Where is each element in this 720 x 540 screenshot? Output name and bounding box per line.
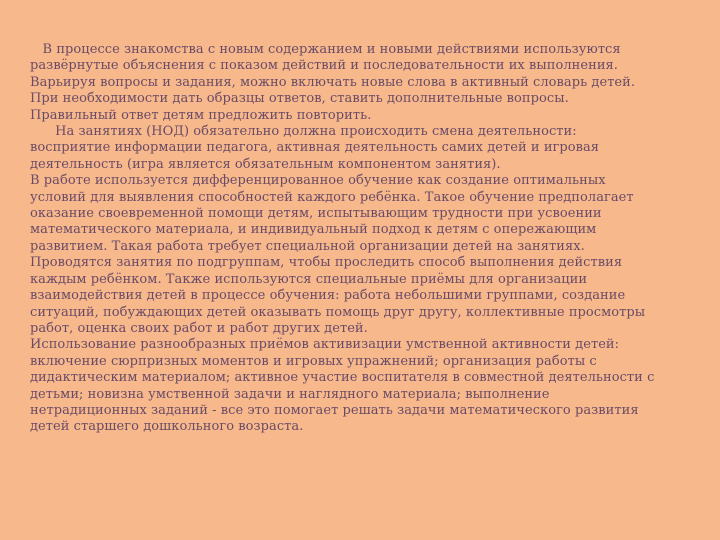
text-line: Использование разнообразных приёмов активизации умственной активности детей: [30,337,620,353]
text-line: детей старшего дошкольного возраста. [30,419,304,435]
text-line: деятельность (игра является обязательным компонентом занятия). [30,156,501,172]
text-line: развитием. Такая работа требует специальной организации детей на занятиях. [30,238,585,254]
text-line: условий для выявления способностей каждого ребёнка. Такое обучение предполагает [30,189,634,205]
text-line: математического материала, и индивидуальный подход к детям с опережающим [30,222,597,238]
text-line: детьми; новизна умственной задачи и наглядного материала; выполнение [30,386,550,402]
text-line: нетрадиционных заданий - все это помогает решать задачи математического развития [30,402,639,418]
text-line: При необходимости дать образцы ответов, ставить дополнительные вопросы. [30,91,569,107]
text-line: На занятиях (НОД) обязательно должна происходить смена деятельности: [30,124,577,140]
text-line: работ, оценка своих работ и работ других детей. [30,320,368,336]
text-line: каждым ребёнком. Также используются специальные приёмы для организации [30,271,588,287]
text-line: В работе используется дифференцированное обучение как создание оптимальных [30,173,606,189]
text-line: В процессе знакомства с новым содержанием и новыми действиями используются [30,42,621,57]
text-line: восприятие информации педагога, активная деятельность самих детей и игровая [30,140,600,156]
text-line: ситуаций, побуждающих детей оказывать помощь друг другу, коллективные просмотры [30,304,646,320]
text-line: дидактическим материалом; активное участие воспитателя в совместной деятельности с [30,370,655,386]
text-line: развёрнутые объяснения с показом действий и последовательности их выполнения. [30,58,618,74]
text-line: Правильный ответ детям предложить повторить. [30,107,372,123]
text-line: включение сюрпризных моментов и игровых упражнений; организация работы с [30,353,597,369]
text-line: Варьируя вопросы и задания, можно включать новые слова в активный словарь детей. [30,74,636,90]
text-line: Проводятся занятия по подгруппам, чтобы проследить способ выполнения действия [30,255,623,271]
text-line: взаимодействия детей в процессе обучения: работа небольшими группами, создание [30,288,626,304]
text-line: оказание своевременной помощи детям, испытывающим трудности при усвоении [30,206,602,222]
body-text [30,42,690,436]
